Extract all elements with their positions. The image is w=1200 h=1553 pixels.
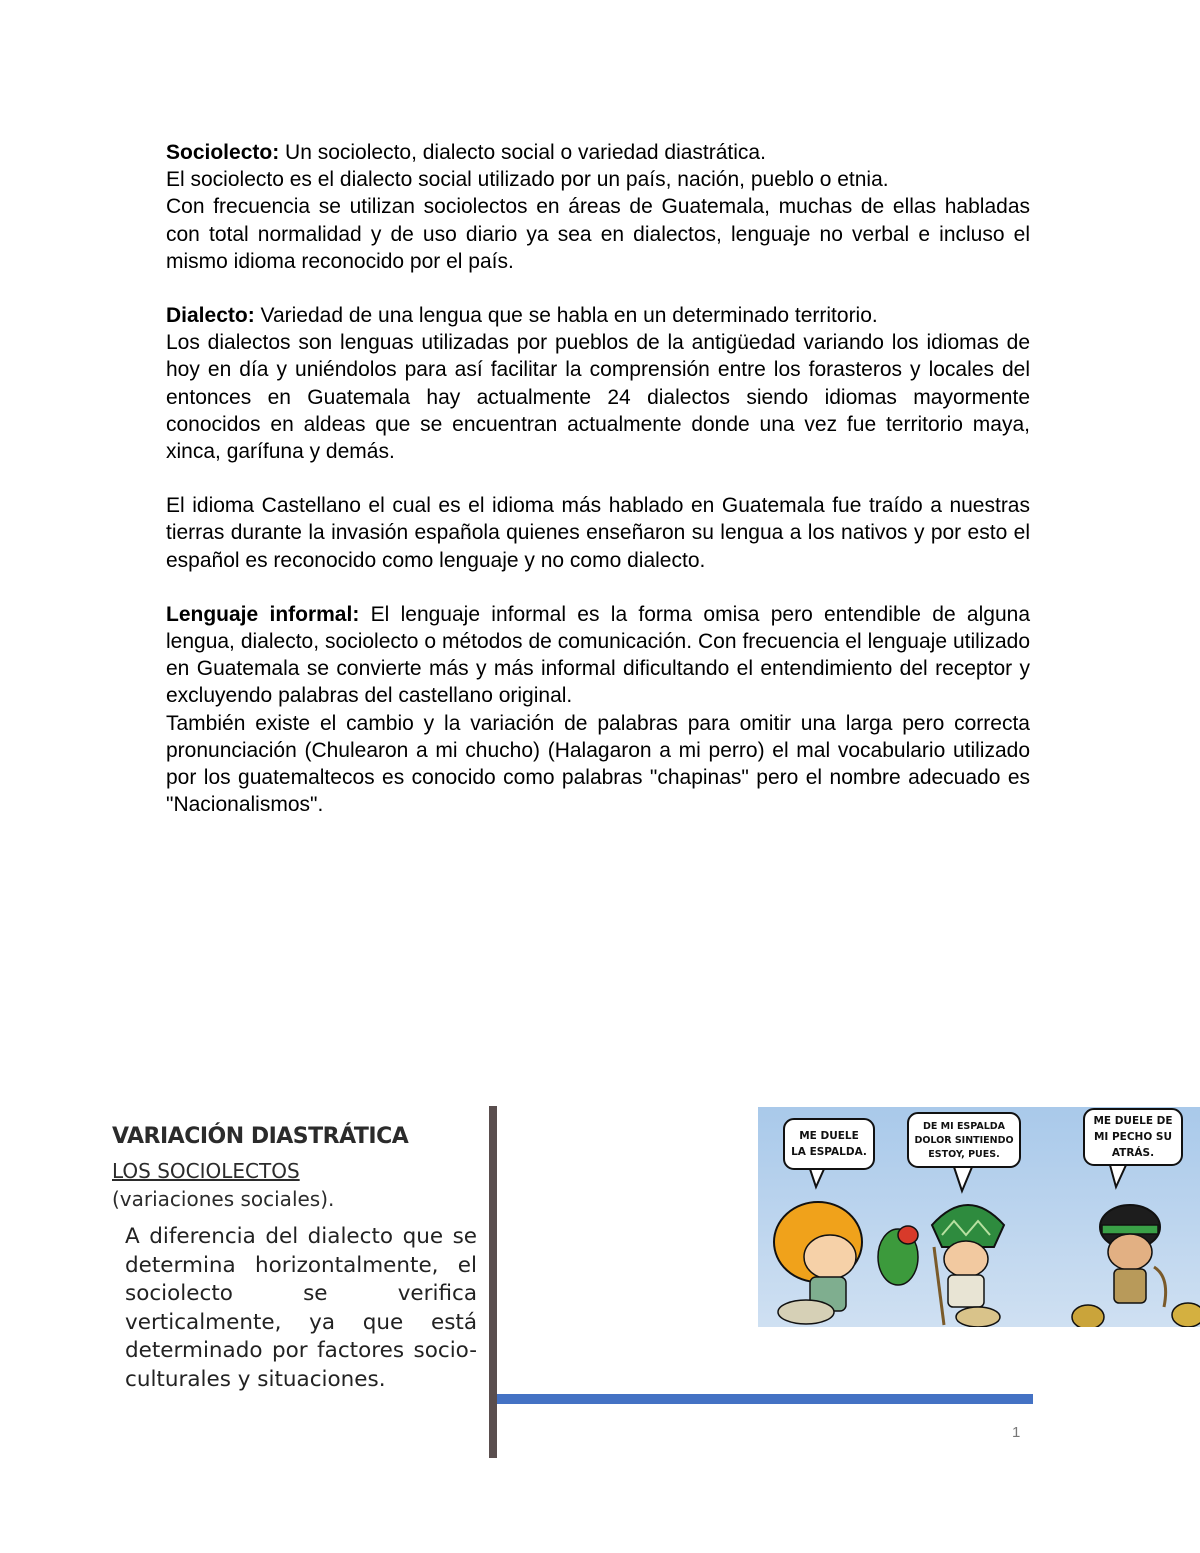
definition-text: Un sociolecto, dialecto social o variedad diastrática. [279,141,766,164]
slide-body: A diferencia del dialecto que se determina horizontalmente, el sociolecto se verifica verticalmente, ya que está determinado por factores socio-culturales y situaciones. [125,1224,477,1392]
bubble-1-line-1: ME DUELE [799,1130,859,1142]
document-body [166,139,1030,845]
bubble-2-line-1: DE MI ESPALDA [922,1121,1006,1132]
footer-accent-bar [497,1394,1033,1404]
definition-text: Variedad de una lengua que se habla en un determinado territorio. [254,304,878,328]
slide-subtitle: LOS SOCIOLECTOS [112,1159,300,1183]
comic-image [758,1107,1200,1327]
body-text: Con frecuencia se utilizan sociolectos en áreas de Guatemala, muchas de ellas habladas con total normalidad y de uso diario ya sea en dialectos, lenguaje no verbal e incluso el mismo idioma reconocido por el país. [166,195,1030,273]
body-text: El idioma Castellano el cual es el idioma más hablado en Guatemala fue traído a nuestras tierras durante la invasión española quienes enseñaron su lengua a los nativos y por esto el español es reconocido como lenguaje y no como dialecto. [166,494,1030,572]
slide-title: VARIACIÓN DIASTRÁTICA [112,1124,409,1149]
body-text: También existe el cambio y la variación de palabras para omitir una larga pero correcta pronunciación (Chulearon a mi chucho) (Halagaron a mi perro) el mal vocabulario utilizado por los guatemaltecos es conocido como palabras "chapinas" pero el nombre adecuado es "Nacionalismos". [166,711,1030,817]
slide-subtitle-note: (variaciones sociales). [112,1187,335,1211]
bubble-1-line-2: LA ESPALDA. [791,1146,867,1158]
body-text: Los dialectos son lenguas utilizadas por pueblos de la antigüedad variando los idiomas de hoy en día y uniéndolos para así facilitar la comprensión entre los forasteros y locales del entonces en Guatemala hay actualmente 24 dialectos siendo idiomas mayormente conocidos en aldeas que se encuentran actualmente donde una vez fue territorio maya, xinca, garífuna y demás. [166,331,1030,464]
body-text: El sociolecto es el dialecto social utilizado por un país, nación, pueblo o etnia. [166,168,889,192]
dialecto-paragraph [166,302,1030,465]
term-label: Lenguaje informal: [166,602,360,626]
term-label: Dialecto: [166,304,255,328]
lenguaje-informal-paragraph [166,601,1030,819]
bubble-3-line-3: ATRÁS. [1111,1147,1155,1159]
bubble-2-line-3: ESTOY, PUES. [928,1149,1000,1160]
bubble-3-line-1: ME DUELE DE [1093,1115,1173,1127]
definition-text: El lenguaje informal es la forma omisa pero entendible de alguna lengua, dialecto, sociolecto o métodos de comunicación. Con frecuencia el lenguaje utilizado en Guatemala se convierte más y más informal dificultando el entendimiento del receptor y excluyendo palabras del castellano original. [166,602,1030,708]
castellano-paragraph [166,492,1030,574]
vertical-divider [489,1106,497,1458]
page-number: 1 [1012,1424,1021,1441]
slide-image [112,1120,482,1394]
sociolecto-paragraph [166,139,1030,275]
bubble-3-line-2: MI PECHO SU [1093,1131,1173,1143]
term-label: Sociolecto: [166,141,280,164]
comic-illustration [758,1107,1200,1327]
bubble-2-line-2: DOLOR SINTIENDO [914,1135,1014,1146]
